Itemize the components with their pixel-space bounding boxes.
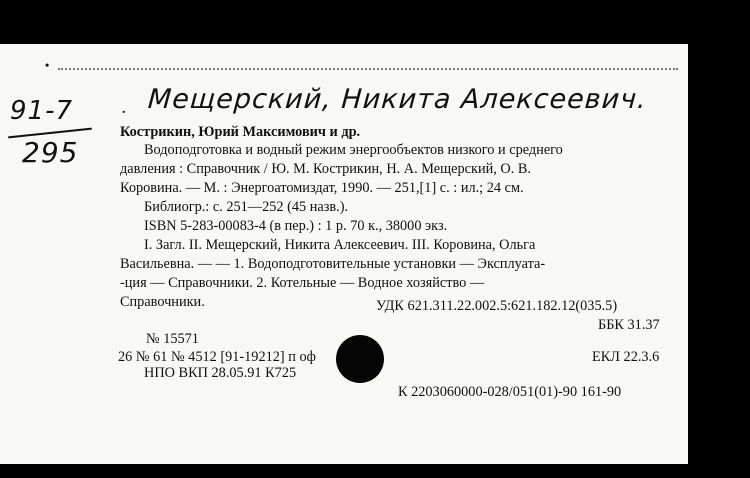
udk-code: УДК 621.311.22.002.5:621.182.12(035.5) (376, 298, 618, 314)
bbk-code: ББК 31.37 (598, 317, 660, 333)
author-heading: Кострикин, Юрий Максимович и др. (120, 124, 361, 140)
punch-hole (336, 335, 384, 383)
title-line-3: Коровина. — М. : Энергоатомиздат, 1990. — 251,[1] с. : ил.; 24 см. (120, 180, 524, 196)
npo-line: НПО ВКП 28.05.91 К725 (144, 365, 297, 381)
card-number: № 15571 (146, 331, 199, 347)
catalog-line: 26 № 61 № 4512 [91-19212] п оф (118, 349, 316, 365)
ekl-code: ЕКЛ 22.3.6 (592, 349, 660, 365)
bullet-mark: . (122, 102, 126, 117)
title-line-1: Водоподготовка и водный режим энергообъектов низкого и среднего (144, 142, 563, 158)
tracing-line-4: Справочники. (120, 294, 205, 310)
shelf-mark-bottom: 295 (22, 136, 79, 169)
dot-mark: • (45, 58, 50, 72)
tracing-line-2: Васильевна. — — 1. Водоподготовительные установки — Эксплуата- (120, 256, 546, 272)
tracing-line-1: I. Загл. II. Мещерский, Никита Алексеевич. III. Коровина, Ольга (144, 237, 536, 253)
shelf-mark-top: 91-7 (10, 96, 74, 126)
bibliography-note: Библиогр.: с. 251—252 (45 назв.). (144, 199, 349, 215)
isbn-line: ISBN 5-283-00083-4 (в пер.) : 1 р. 70 к., 38000 экз. (144, 218, 448, 234)
catalog-card (0, 44, 688, 464)
scan-border (688, 0, 750, 478)
k-code: К 2203060000-028/051(01)-90 161-90 (398, 384, 622, 400)
tracing-line-3: -ция — Справочники. 2. Котельные — Водное хозяйство — (120, 275, 485, 291)
dotted-rule (58, 68, 678, 70)
handwritten-name: Мещерский, Никита Алексеевич. (146, 84, 648, 115)
title-line-2: давления : Справочник / Ю. М. Кострикин, Н. А. Мещерский, О. В. (120, 161, 531, 177)
